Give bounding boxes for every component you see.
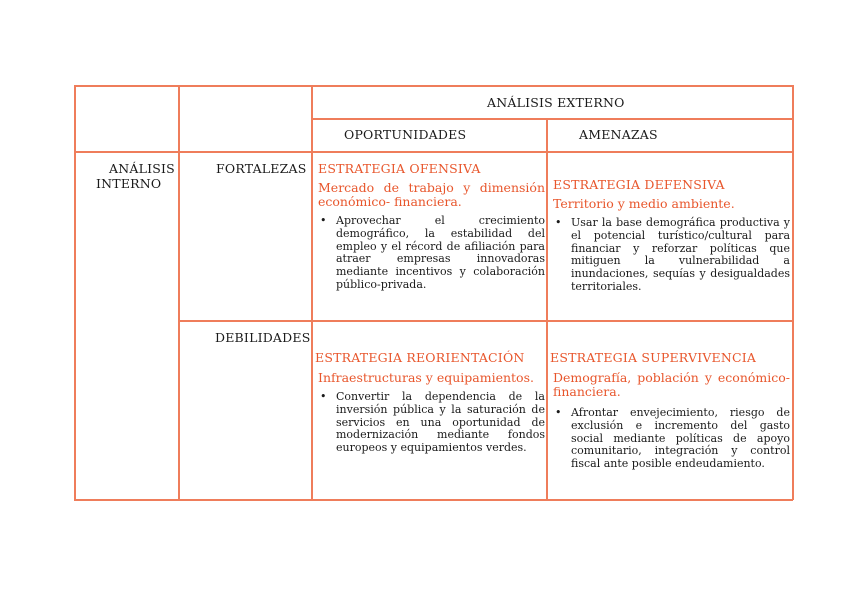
- cell-estrategia-supervivencia: [550, 350, 790, 471]
- strategy-title: ESTRATEGIA SUPERVIVENCIA: [550, 350, 757, 365]
- row-label-interno: INTERNO: [96, 176, 162, 191]
- table-line-col1: [178, 85, 180, 500]
- bullet-icon: •: [555, 216, 562, 229]
- header-amenazas: AMENAZAS: [579, 127, 658, 142]
- bullet-text: Convertir la dependencia de la inversión pública y la saturación de servicios en una oportunidad de modernización mediante fondos europeos y equipamientos verdes.: [336, 390, 545, 455]
- strategy-title: ESTRATEGIA DEFENSIVA: [553, 177, 725, 192]
- strategy-subtitle: Infraestructuras y equipamientos.: [318, 370, 534, 385]
- bullet-text: Usar la base demográfica productiva y el potencial turístico/cultural para financiar y reforzar políticas que mitiguen la vulnerabilidad a inundaciones, sequías y desigualdades territoriales.: [571, 216, 790, 293]
- strategy-subtitle: Demografía, población y económico-financiera.: [553, 370, 790, 399]
- table-line-col2: [311, 85, 313, 500]
- row-label-fortalezas: FORTALEZAS: [216, 161, 307, 176]
- header-oportunidades: OPORTUNIDADES: [344, 127, 467, 142]
- table-border-right: [792, 85, 794, 500]
- table-border-left: [74, 85, 76, 500]
- cell-estrategia-ofensiva: [318, 161, 545, 292]
- row-label-analisis: ANÁLISIS: [109, 161, 175, 176]
- table-border-top: [74, 85, 793, 87]
- table-line-header-bottom: [74, 151, 793, 153]
- table-line-row-split: [178, 320, 793, 322]
- bullet-icon: •: [555, 406, 562, 419]
- list-item: [320, 390, 545, 455]
- bullet-icon: •: [320, 390, 327, 403]
- table-border-bottom: [74, 499, 793, 501]
- header-analisis-externo: ANÁLISIS EXTERNO: [487, 95, 625, 110]
- strategy-subtitle: Territorio y medio ambiente.: [553, 196, 735, 211]
- cell-estrategia-defensiva: [553, 177, 790, 294]
- list-item: [320, 214, 545, 292]
- cell-estrategia-reorientacion: [315, 350, 545, 455]
- table-line-col3: [546, 118, 548, 500]
- table-line-header-split: [311, 118, 793, 120]
- strategy-title: ESTRATEGIA REORIENTACIÓN: [315, 350, 525, 365]
- row-label-debilidades: DEBILIDADES: [215, 330, 311, 345]
- list-item: [555, 406, 790, 471]
- strategy-subtitle: Mercado de trabajo y dimensión económico- financiera.: [318, 180, 545, 209]
- strategy-title: ESTRATEGIA OFENSIVA: [318, 161, 481, 176]
- bullet-text: Afrontar envejecimiento, riesgo de exclusión e incremento del gasto social mediante políticas de apoyo comunitario, integración y control fiscal ante posible endeudamiento.: [571, 406, 790, 471]
- list-item: [555, 216, 790, 294]
- bullet-text: Aprovechar el crecimiento demográfico, la estabilidad del empleo y el récord de afiliación para atraer empresas innovadoras mediante incentivos y colaboración público-privada.: [336, 214, 545, 291]
- bullet-icon: •: [320, 214, 327, 227]
